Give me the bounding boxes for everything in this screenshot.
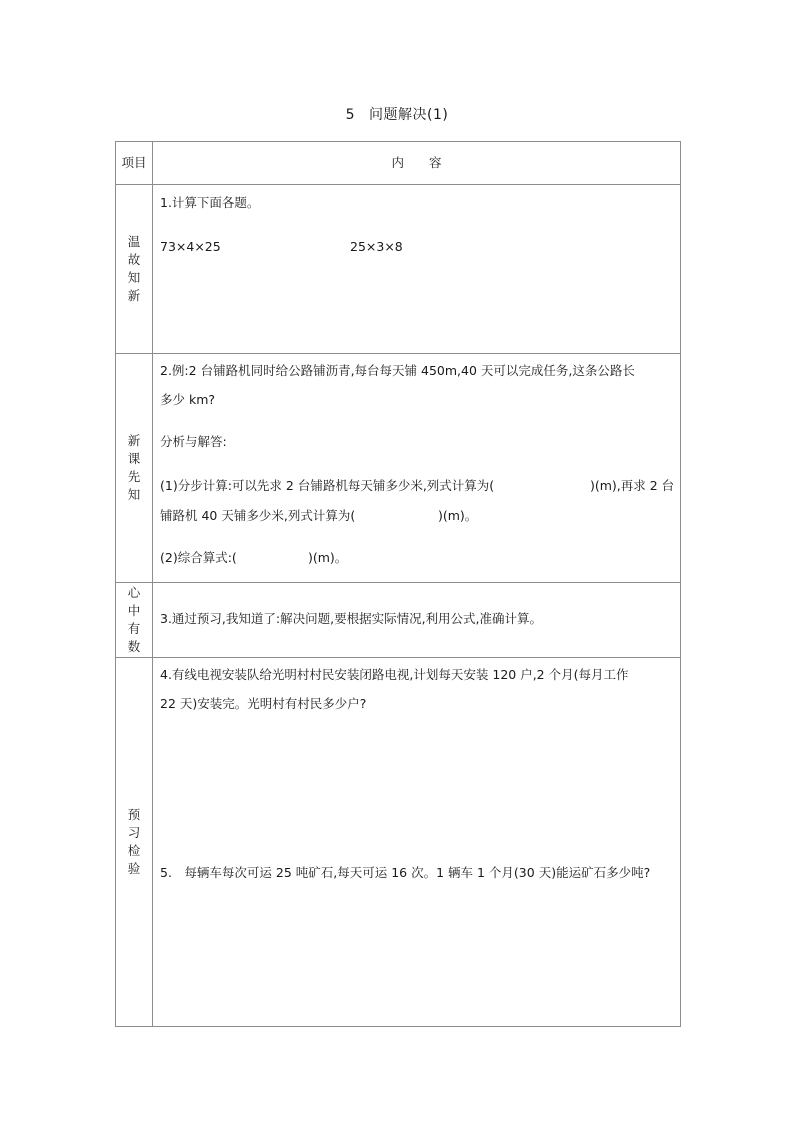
section-summary-row bbox=[116, 583, 681, 658]
question-2-line-1: 2.例:2 台铺路机同时给公路铺沥青,每台每天铺 450m,40 天可以完成任务,这条公路长 bbox=[160, 363, 635, 378]
section-label: 新课先知 bbox=[127, 433, 141, 502]
page-title bbox=[0, 104, 794, 124]
question-4-line-1: 4.有线电视安装队给光明村村民安装闭路电视,计划每天安装 120 户,2 个月(每月工作 bbox=[160, 667, 629, 682]
section-content-cell bbox=[153, 658, 681, 1027]
step-1-text-b: )(m),再求 2 台 bbox=[590, 478, 675, 493]
analysis-label: 分析与解答: bbox=[160, 434, 227, 449]
section-label: 预习检验 bbox=[127, 807, 141, 876]
section-content-cell bbox=[153, 354, 681, 583]
question-1-expr-a: 73×4×25 bbox=[160, 239, 221, 254]
section-content-cell bbox=[153, 583, 681, 658]
header-item-label: 项目 bbox=[121, 154, 147, 170]
step-2-text-a: (2)综合算式:( bbox=[160, 550, 237, 565]
section-label: 温故知新 bbox=[127, 234, 141, 303]
step-2-text-b: )(m)。 bbox=[308, 550, 348, 565]
header-row bbox=[116, 142, 681, 185]
header-content-cell bbox=[153, 142, 681, 185]
header-item-cell bbox=[116, 142, 153, 185]
step-1-text-d: )(m)。 bbox=[438, 508, 478, 523]
question-1-title: 1.计算下面各题。 bbox=[160, 195, 260, 210]
section-label-cell bbox=[116, 185, 153, 354]
lesson-title: 问题解决(1) bbox=[369, 107, 449, 123]
section-label: 心中有数 bbox=[127, 585, 141, 654]
question-2-line-2: 多少 km? bbox=[160, 392, 216, 407]
step-1-text-c: 铺路机 40 天铺多少米,列式计算为( bbox=[160, 508, 356, 523]
section-label-cell bbox=[116, 583, 153, 658]
section-review-row bbox=[116, 185, 681, 354]
header-content-label: 内 容 bbox=[391, 154, 442, 170]
section-label-cell bbox=[116, 658, 153, 1027]
lesson-number: 5 bbox=[345, 107, 356, 123]
section-check-row bbox=[116, 658, 681, 1027]
section-label-cell bbox=[116, 354, 153, 583]
section-content-cell bbox=[153, 185, 681, 354]
question-4-line-2: 22 天)安装完。光明村有村民多少户? bbox=[160, 696, 367, 711]
question-5-text: 5. 每辆车每次可运 25 吨矿石,每天可运 16 次。1 辆车 1 个月(30 天)能运矿石多少吨? bbox=[160, 865, 651, 880]
step-1-text-a: (1)分步计算:可以先求 2 台铺路机每天铺多少米,列式计算为( bbox=[160, 478, 495, 493]
section-new-lesson-row bbox=[116, 354, 681, 583]
question-3-text: 3.通过预习,我知道了:解决问题,要根据实际情况,利用公式,准确计算。 bbox=[160, 611, 543, 626]
question-1-expr-b: 25×3×8 bbox=[350, 239, 403, 254]
worksheet-table bbox=[115, 141, 681, 1027]
